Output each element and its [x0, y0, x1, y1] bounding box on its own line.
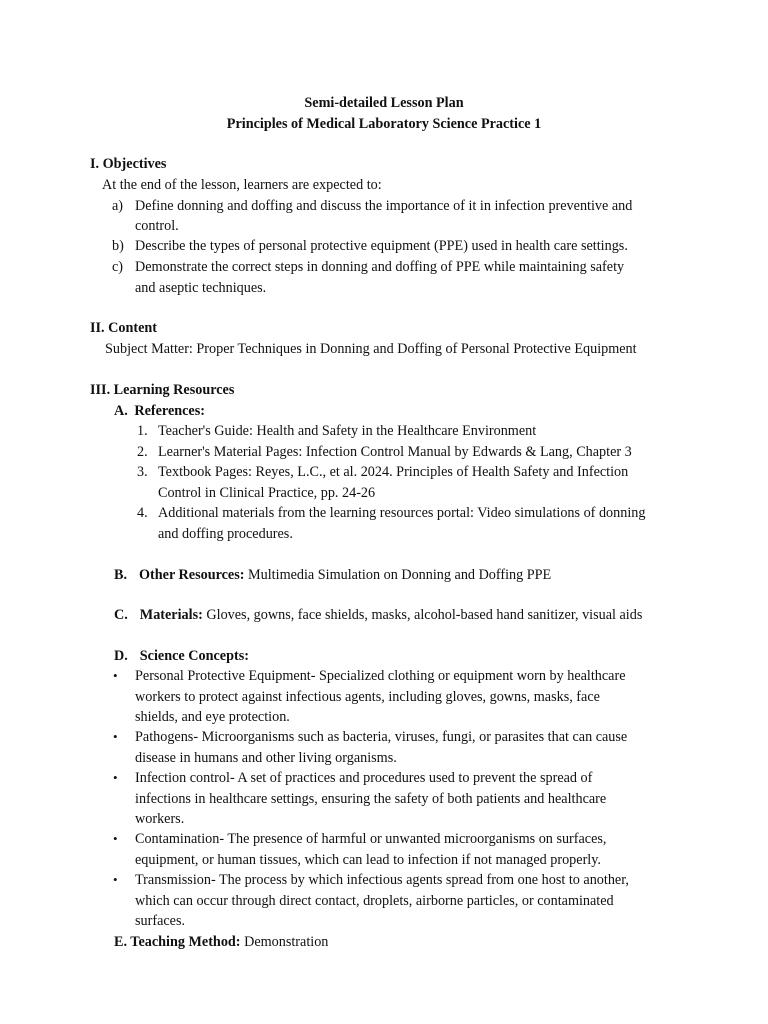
- list-marker: 2.: [137, 443, 148, 460]
- section-label: References:: [134, 402, 205, 419]
- list-marker: a): [112, 197, 124, 214]
- list-item-text: Teacher's Guide: Health and Safety in the Healthcare Environment: [158, 423, 537, 439]
- list-item-text: Describe the types of personal protective equipment (PPE) used in health care settings.: [135, 238, 628, 254]
- list-item-text: Additional materials from the learning resources portal: Video simulations of donning: [158, 505, 646, 521]
- section-label: Science Concepts:: [139, 647, 249, 664]
- list-item-text-cont: workers.: [135, 811, 185, 827]
- list-item-text: Contamination- The presence of harmful or unwanted microorganisms on surfaces,: [135, 831, 607, 847]
- list-marker: 1.: [137, 423, 148, 439]
- list-item-text: Textbook Pages: Reyes, L.C., et al. 2024. Principles of Health Safety and Infection: [158, 464, 629, 480]
- bullet-icon: •: [113, 831, 118, 846]
- list-item-text-cont: equipment, or human tissues, which can lead to infection if not managed properly.: [135, 851, 601, 868]
- document-title: Semi-detailed Lesson Plan: [304, 95, 464, 111]
- objectives-heading: I. Objectives: [90, 156, 167, 172]
- list-item-text: Transmission- The process by which infectious agents spread from one host to another,: [135, 872, 629, 888]
- section-marker: A.: [114, 402, 128, 419]
- references-heading: [114, 401, 205, 422]
- list-item-text: Define donning and doffing and discuss the importance of it in infection preventive and: [135, 197, 633, 214]
- list-marker: 3.: [137, 464, 148, 480]
- list-item-text-cont: disease in humans and other living organisms.: [135, 749, 397, 766]
- list-item-text: Demonstrate the correct steps in donning and doffing of PPE while maintaining safety: [135, 259, 625, 275]
- materials: [114, 605, 642, 626]
- document-subtitle: Principles of Medical Laboratory Science Practice 1: [226, 115, 542, 132]
- other-resources: [114, 565, 551, 586]
- section-text: Multimedia Simulation on Donning and Doffing PPE: [244, 567, 552, 583]
- list-item-text-cont: and aseptic techniques.: [135, 279, 267, 296]
- science-concepts-heading: [114, 646, 249, 667]
- list-item-text: Pathogens- Microorganisms such as bacteria, viruses, fungi, or parasites that can cause: [135, 729, 628, 745]
- teaching-method: [114, 932, 328, 953]
- list-item-text-cont: infections in healthcare settings, ensuring the safety of both patients and healthcare: [135, 790, 607, 807]
- subject-matter: Subject Matter: Proper Techniques in Donning and Doffing of Personal Protective Equipment: [105, 340, 637, 357]
- content-heading: II. Content: [90, 320, 158, 336]
- list-item-text: Personal Protective Equipment- Specialized clothing or equipment worn by healthcare: [135, 668, 626, 684]
- list-item-text-cont: surfaces.: [135, 913, 186, 929]
- list-marker: b): [112, 238, 124, 254]
- list-marker: c): [112, 259, 124, 275]
- section-label: Materials:: [139, 607, 203, 623]
- section-marker: B.: [114, 567, 128, 583]
- list-marker: 4.: [137, 505, 148, 521]
- section-label: Other Resources:: [139, 567, 245, 583]
- bullet-icon: •: [113, 770, 118, 785]
- list-item-text-cont: Control in Clinical Practice, pp. 24-26: [158, 484, 376, 501]
- section-marker: C.: [114, 607, 128, 623]
- bullet-icon: •: [113, 872, 118, 887]
- title-block: [0, 93, 768, 134]
- objectives-intro: At the end of the lesson, learners are expected to:: [102, 177, 382, 193]
- list-item-text-cont: control.: [135, 217, 179, 234]
- section-label: E. Teaching Method:: [114, 933, 241, 950]
- list-item-text-cont: and doffing procedures.: [158, 525, 293, 542]
- section-text: Gloves, gowns, face shields, masks, alcohol-based hand sanitizer, visual aids: [202, 607, 643, 623]
- list-item-text-cont: workers to protect against infectious agents, including gloves, gowns, masks, face: [135, 688, 600, 705]
- bullet-icon: •: [113, 668, 118, 683]
- list-item-text: Infection control- A set of practices and procedures used to prevent the spread of: [135, 770, 593, 786]
- list-item-text-cont: which can occur through direct contact, droplets, airborne particles, or contaminated: [135, 892, 614, 909]
- list-item-text-cont: shields, and eye protection.: [135, 709, 290, 725]
- bullet-icon: •: [113, 729, 118, 744]
- section-text: Demonstration: [240, 933, 329, 950]
- list-item-text: Learner's Material Pages: Infection Control Manual by Edwards & Lang, Chapter 3: [158, 443, 632, 460]
- resources-heading: III. Learning Resources: [90, 382, 235, 398]
- section-marker: D.: [114, 647, 128, 664]
